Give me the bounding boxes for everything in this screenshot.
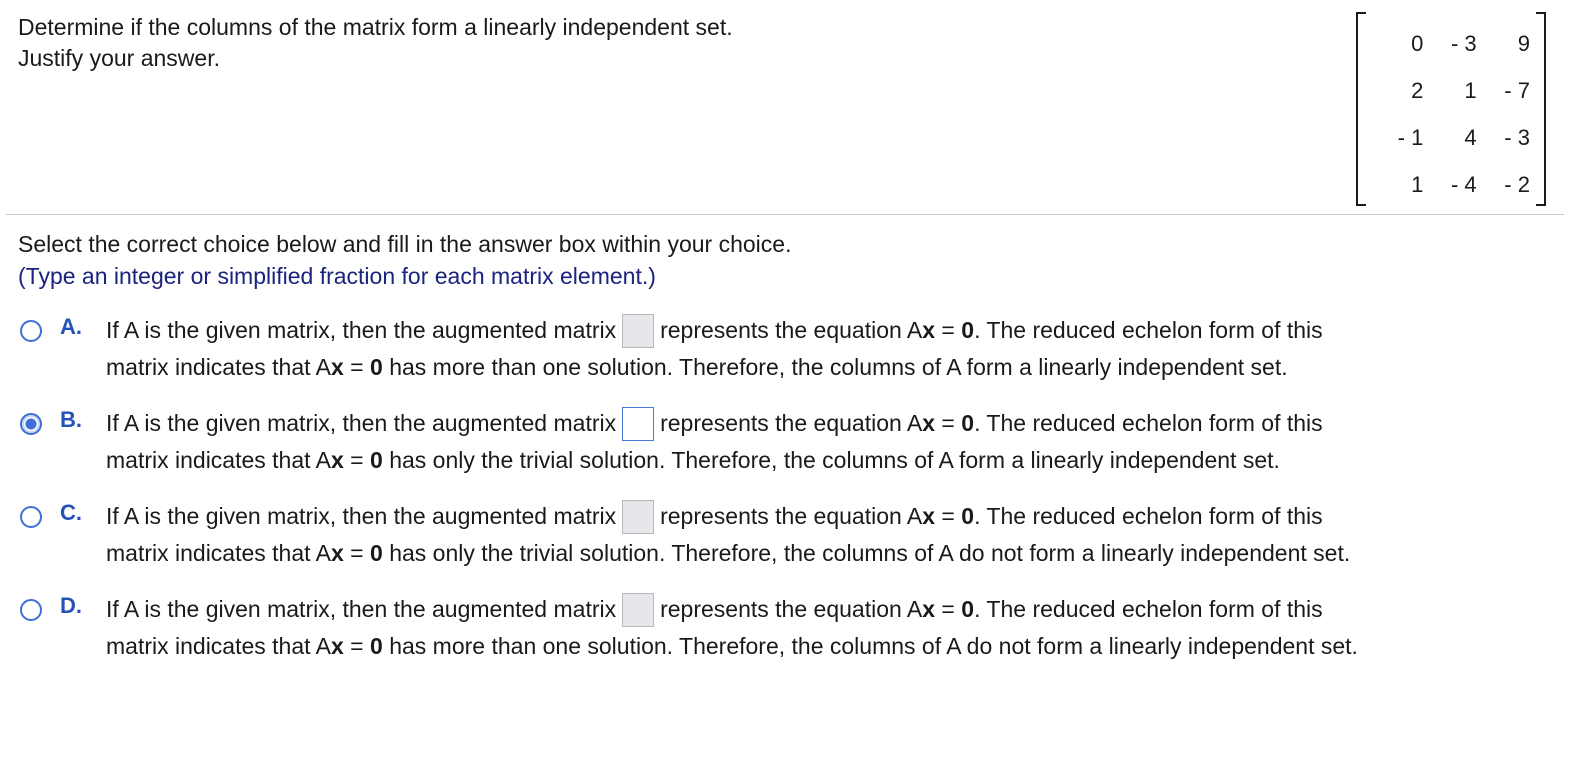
- instructions-main: Select the correct choice below and fill in the answer box within your choice.: [18, 231, 792, 257]
- choice-b-letter: B.: [60, 407, 82, 432]
- matrix-cell: 2: [1411, 77, 1424, 103]
- choice-d-letter: D.: [60, 593, 82, 618]
- choice-text-part: represents the equation A: [660, 317, 923, 343]
- choice-a-text: [106, 312, 1556, 386]
- zero-vector: 0: [961, 317, 975, 343]
- choice-text-part: . The reduced echelon form of this: [974, 410, 1323, 436]
- zero-vector: 0: [961, 503, 975, 529]
- matrix-right-bracket: [1536, 12, 1546, 206]
- given-matrix: [1356, 12, 1546, 204]
- choice-text-part: . The reduced echelon form of this: [974, 317, 1323, 343]
- matrix-row: [1370, 20, 1530, 67]
- vector-x: x: [331, 354, 344, 380]
- choice-text-part: If A is the given matrix, then the augmented matrix: [106, 317, 617, 343]
- choice-text-part: If A is the given matrix, then the augmented matrix: [106, 410, 617, 436]
- choice-a-radio[interactable]: [20, 320, 42, 342]
- matrix-cell: 4: [1464, 124, 1477, 150]
- equals-sign: =: [935, 503, 962, 529]
- vector-x: x: [331, 447, 344, 473]
- choice-text-part: matrix indicates that A: [106, 633, 331, 659]
- choice-text-part: matrix indicates that A: [106, 540, 331, 566]
- matrix-cell: 1: [1464, 77, 1477, 103]
- choice-c-letter: C.: [60, 500, 82, 525]
- choice-text-part: matrix indicates that A: [106, 447, 331, 473]
- zero-vector: 0: [370, 447, 383, 473]
- choice-a[interactable]: [20, 314, 1560, 394]
- zero-vector: 0: [370, 540, 383, 566]
- choice-d-text: [106, 591, 1556, 665]
- choice-d[interactable]: [20, 593, 1560, 673]
- choice-c[interactable]: [20, 500, 1560, 580]
- vector-x: x: [922, 503, 936, 529]
- matrix-cell: - 3: [1504, 124, 1530, 150]
- choice-text-part: If A is the given matrix, then the augmented matrix: [106, 503, 617, 529]
- matrix-cell: - 4: [1450, 171, 1477, 197]
- matrix-cell: - 7: [1504, 77, 1530, 103]
- choice-b-radio[interactable]: [20, 413, 42, 435]
- zero-vector: 0: [961, 410, 975, 436]
- choice-text-part: has more than one solution. Therefore, the columns of A do not form a linearly independent set.: [389, 633, 1358, 659]
- matrix-grid: [1370, 20, 1530, 208]
- vector-x: x: [331, 540, 344, 566]
- equals-sign: =: [343, 354, 371, 380]
- equals-sign: =: [935, 410, 962, 436]
- choice-text-part: matrix indicates that A: [106, 354, 331, 380]
- instructions: [18, 228, 791, 292]
- matrix-cell: - 2: [1504, 171, 1530, 197]
- choice-d-radio[interactable]: [20, 599, 42, 621]
- choice-text-part: has only the trivial solution. Therefore, the columns of A form a linearly independent set.: [389, 447, 1280, 473]
- equals-sign: =: [343, 447, 371, 473]
- choice-text-part: has more than one solution. Therefore, the columns of A form a linearly independent set.: [389, 354, 1288, 380]
- matrix-cell: - 1: [1397, 124, 1424, 150]
- choice-c-radio[interactable]: [20, 506, 42, 528]
- equals-sign: =: [935, 317, 962, 343]
- choice-text-part: . The reduced echelon form of this: [974, 503, 1323, 529]
- matrix-cell: 1: [1411, 171, 1424, 197]
- question-text: [18, 12, 733, 74]
- augmented-matrix-answer-box[interactable]: [622, 314, 654, 348]
- zero-vector: 0: [370, 633, 383, 659]
- question-line-1: Determine if the columns of the matrix form a linearly independent set.: [18, 14, 733, 40]
- choice-a-letter: A.: [60, 314, 82, 339]
- equals-sign: =: [935, 596, 962, 622]
- matrix-cell: 9: [1517, 30, 1530, 56]
- choice-text-part: represents the equation A: [660, 596, 923, 622]
- vector-x: x: [922, 317, 936, 343]
- matrix-row: [1370, 161, 1530, 208]
- matrix-left-bracket: [1356, 12, 1366, 206]
- choice-b-text: [106, 405, 1556, 479]
- choice-text-part: represents the equation A: [660, 410, 923, 436]
- choice-text-part: represents the equation A: [660, 503, 923, 529]
- instructions-hint: (Type an integer or simplified fraction for each matrix element.): [18, 263, 656, 289]
- choice-c-text: [106, 498, 1556, 572]
- choice-b[interactable]: [20, 407, 1560, 487]
- equals-sign: =: [343, 540, 371, 566]
- choice-text-part: If A is the given matrix, then the augmented matrix: [106, 596, 617, 622]
- zero-vector: 0: [961, 596, 975, 622]
- section-divider: [6, 214, 1564, 215]
- vector-x: x: [922, 410, 936, 436]
- augmented-matrix-answer-box[interactable]: [622, 407, 654, 441]
- choice-text-part: . The reduced echelon form of this: [974, 596, 1323, 622]
- augmented-matrix-answer-box[interactable]: [622, 593, 654, 627]
- question-line-2: Justify your answer.: [18, 45, 220, 71]
- matrix-row: [1370, 114, 1530, 161]
- matrix-row: [1370, 67, 1530, 114]
- equals-sign: =: [343, 633, 371, 659]
- vector-x: x: [922, 596, 936, 622]
- vector-x: x: [331, 633, 344, 659]
- matrix-cell: - 3: [1450, 30, 1477, 56]
- zero-vector: 0: [370, 354, 383, 380]
- choice-text-part: has only the trivial solution. Therefore, the columns of A do not form a linearly independent set.: [389, 540, 1351, 566]
- augmented-matrix-answer-box[interactable]: [622, 500, 654, 534]
- matrix-cell: 0: [1411, 30, 1424, 56]
